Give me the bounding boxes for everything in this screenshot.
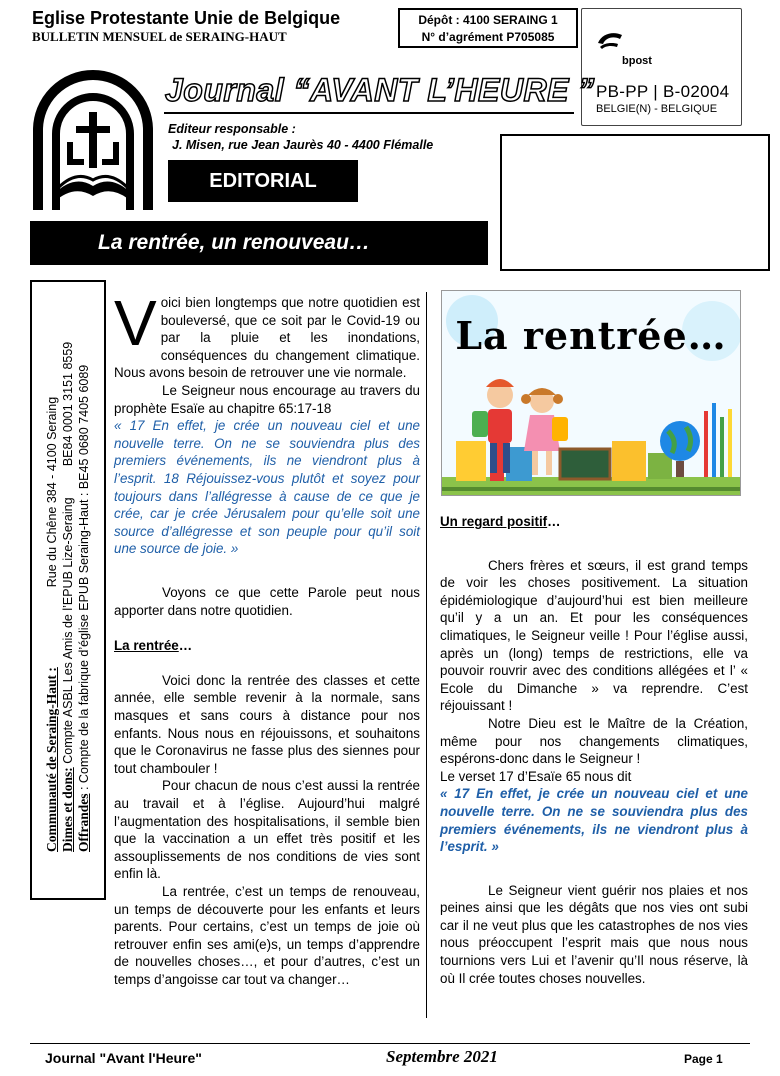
drop-cap: V xyxy=(114,287,157,359)
section-heading xyxy=(114,637,420,655)
intro-text: oici bien longtemps que notre quotidien est bouleversé, que ce soit par le Covid-19 ou par la pluie et les inondations, conséquences du changement climatique. Nous avons besoin de retrouver une vie normale. xyxy=(114,295,420,381)
editor-label: Editeur responsable : xyxy=(168,122,296,136)
paragraph: Notre Dieu est le Maître de la Création, même pour nos changements climatiques, espérons-donc dans le Seigneur ! xyxy=(440,715,748,767)
dons-label: Dimes et dons: xyxy=(60,767,75,852)
community-row xyxy=(44,292,60,852)
section-heading xyxy=(440,513,748,531)
heading-text: Un regard positif xyxy=(440,514,548,529)
depot-line: Dépôt : 4100 SERAING 1 xyxy=(418,13,558,27)
bpost-country: BELGIE(N) - BELGIQUE xyxy=(596,103,718,115)
offrandes-text: : Compte de la fabrique d’église EPUB Seraing-Haut : BE45 0680 7405 6089 xyxy=(77,364,91,791)
community-label: Communauté de Seraing-Haut : xyxy=(44,667,59,852)
bpost-pp-code: PB-PP | B-02004 xyxy=(596,82,730,101)
column-divider xyxy=(426,292,427,1018)
article-column-right xyxy=(440,513,748,987)
bpost-logo-text: bpost xyxy=(622,55,652,67)
page-number: Page 1 xyxy=(684,1052,723,1066)
heading-text: La rentrée xyxy=(114,637,179,653)
offrandes-label: Offrandes xyxy=(76,793,91,852)
paragraph: Voyons ce que cette Parole peut nous apporter dans notre quotidien. xyxy=(114,584,420,618)
rentree-illustration xyxy=(441,290,741,496)
scripture-quote: « 17 En effet, je crée un nouveau ciel et une nouvelle terre. On ne se souviendra plus des premiers événements, ils ne viendront plus à l’esprit. » xyxy=(440,786,748,855)
paragraph: Pour chacun de nous c’est aussi la rentrée au travail et à l’église. Aujourd’hui malgré l’augmentation des hospitalisations, il semble bien que la vaccination a un effet très positif et les assouplissements de nos conditions de vies sont enfin là. xyxy=(114,778,420,882)
paragraph: Voici donc la rentrée des classes et cette année, elle semble revenir à la normale, sans masques et sans cours à distance pour nos enfants. Nous nous en réjouissons, et souhaitons que le Coronavirus ne fasse plus des siennes pour tout chambouler ! xyxy=(114,672,420,776)
bulletin-subtitle: BULLETIN MENSUEL de SERAING-HAUT xyxy=(32,29,287,44)
paragraph: Chers frères et sœurs, il est grand temps de voir les choses positivement. La situation épidémiologique d’aujourd’hui est bien meilleure qu’il y a un an. Et pour les conséquences climatiques, le Seigneur veille ! Pour l’église aussi, après un (long) temps de restrictions, elle va pouvoir rouvrir avec des conditions allégées et l’ « Ecole du Dimanche » va reprendre. C’est réjouissant ! xyxy=(440,557,748,714)
footer-journal-name: Journal "Avant l'Heure" xyxy=(45,1050,202,1066)
paragraph: Le verset 17 d’Esaïe 65 nous dit xyxy=(440,768,632,784)
depot-box xyxy=(398,8,578,48)
scripture-quote: « 17 En effet, je crée un nouveau ciel et une nouvelle terre. On ne se souviendra plus des premiers événements, ils ne viendront plus à l’esprit. 18 Réjouissez-vous plutôt et soyez pour toujours dans l’allégresse à cause de ce que je crée, car je crée Jérusalem pour qu’elle soit une source d’allégresse et son peuple pour qu’il soit une source de joie. » xyxy=(114,418,420,557)
intro-paragraph xyxy=(114,287,420,382)
article-column-left xyxy=(114,287,420,989)
section-label: EDITORIAL xyxy=(168,160,358,202)
offrandes-row xyxy=(76,292,92,852)
dons-text: Compte ASBL Les Amis de l’EPUB Lize-Seraing xyxy=(61,497,75,764)
bpost-horn-icon xyxy=(596,31,624,51)
dons-account: BE84 0001 3151 8559 xyxy=(61,341,75,467)
article-banner: La rentrée, un renouveau… xyxy=(30,221,488,265)
dons-row xyxy=(60,292,76,852)
church-name: Eglise Protestante Unie de Belgique xyxy=(32,8,341,28)
title-underline xyxy=(164,112,574,114)
bpost-postage-box xyxy=(581,8,742,126)
heading-suffix: … xyxy=(178,637,193,653)
agrement-line: N° d’agrément P705085 xyxy=(421,30,555,44)
heading-suffix: … xyxy=(547,514,561,529)
journal-title: Journal “AVANT L’HEURE ” xyxy=(165,72,595,108)
editor-address: J. Misen, rue Jean Jaurès 40 - 4400 Flémalle xyxy=(172,138,434,152)
community-address: Rue du Chêne 384 - 4100 Seraing xyxy=(45,396,59,588)
paragraph: La rentrée, c’est un temps de renouveau, un temps de découverte pour les enfants et leurs parents. Pour certains, c’est un temps de joie où retrouver enfin ses ami(e)s, un temps d’apprendre de nouvelles choses…, et pour d’autres, c’est un temps d’angoisse car tout va changer… xyxy=(114,884,420,987)
paragraph: Le Seigneur nous encourage au travers du prophète Esaïe au chapitre 65:17-18 xyxy=(114,382,420,416)
footer-rule xyxy=(30,1043,750,1044)
paragraph: Le Seigneur vient guérir nos plaies et nos peines ainsi que les dégâts que nos vies ont subi car il ne veut plus que les catastrophes de nos vies nous préoccupent l’esprit mais que nous nous tournions vers Lui et l’avenir qu’Il nous réserve, là où Il crée toutes choses nouvelles. xyxy=(440,882,748,986)
illustration-title: La rentrée… xyxy=(455,313,727,358)
church-logo-icon xyxy=(30,70,156,216)
footer-date: Septembre 2021 xyxy=(386,1047,498,1066)
sidebar-info xyxy=(44,292,92,852)
address-window-box xyxy=(500,134,770,271)
